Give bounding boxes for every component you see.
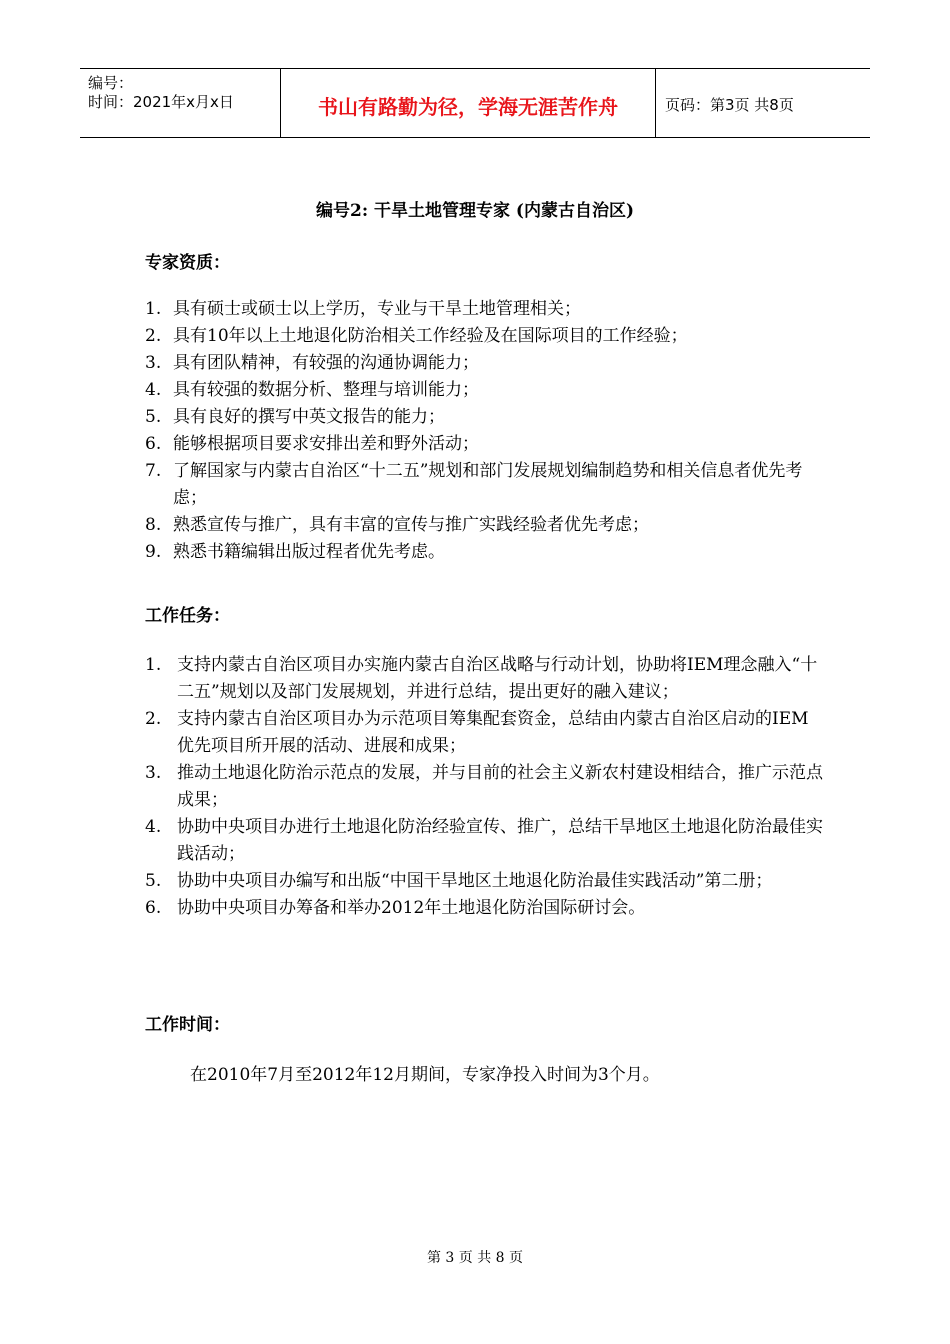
list-item-number: 2. (145, 709, 162, 729)
work-time-text: 在2010年7月至2012年12月期间，专家净投入时间为3个月。 (190, 1065, 660, 1085)
list-item-text: 协助中央项目办筹备和举办2012年土地退化防治国际研讨会。 (177, 898, 646, 918)
list-item-number: 2. (145, 326, 162, 346)
list-item-text: 具有10年以上土地退化防治相关工作经验及在国际项目的工作经验； (173, 326, 688, 346)
list-item (145, 539, 825, 566)
header-motto-cell (280, 69, 656, 137)
list-item-number: 6. (145, 434, 162, 454)
list-item-number: 1. (145, 655, 162, 675)
list-item (145, 868, 825, 895)
qualifications-list (145, 296, 825, 566)
header-time-label: 时间：2021年x月x日 (88, 93, 234, 111)
list-item-text: 具有硕士或硕士以上学历，专业与干旱土地管理相关； (173, 299, 581, 319)
list-item (145, 404, 825, 431)
header-page-cell (655, 69, 870, 137)
list-item (145, 377, 825, 404)
page-footer: 第 3 页 共 8 页 (426, 1250, 524, 1266)
list-item-text: 能够根据项目要求安排出差和野外活动； (173, 434, 479, 454)
list-item (145, 431, 825, 458)
header-info-cell (80, 69, 280, 137)
list-item (145, 512, 825, 539)
list-item (145, 760, 825, 814)
list-item-number: 9. (145, 542, 162, 562)
list-item-number: 4. (145, 817, 162, 837)
list-item-number: 3. (145, 763, 162, 783)
list-item-text: 熟悉书籍编辑出版过程者优先考虑。 (173, 542, 445, 562)
list-item-text: 协助中央项目办编写和出版“中国干旱地区土地退化防治最佳实践活动”第二册； (177, 871, 773, 891)
list-item-number: 1. (145, 299, 162, 319)
work-time-heading: 工作时间： (145, 1015, 230, 1035)
list-item-text: 具有良好的撰写中英文报告的能力； (173, 407, 445, 427)
qualifications-heading: 专家资质： (145, 253, 230, 273)
tasks-list (145, 652, 825, 922)
list-item-text: 推动土地退化防治示范点的发展，并与目前的社会主义新农村建设相结合，推广示范点成果； (177, 763, 823, 810)
header-code-label: 编号： (88, 74, 134, 92)
list-item-number: 5. (145, 871, 162, 891)
list-item (145, 706, 825, 760)
list-item (145, 652, 825, 706)
header-motto: 书山有路勤为径，学海无涯苦作舟 (318, 95, 618, 119)
list-item (145, 323, 825, 350)
list-item-text: 支持内蒙古自治区项目办为示范项目筹集配套资金，总结由内蒙古自治区启动的IEM优先项目所开展的活动、进展和成果； (177, 709, 809, 756)
document-title: 编号2: 干旱土地管理专家 (内蒙古自治区) (315, 201, 635, 221)
list-item (145, 296, 825, 323)
list-item (145, 814, 825, 868)
list-item (145, 895, 825, 922)
list-item-text: 支持内蒙古自治区项目办实施内蒙古自治区战略与行动计划，协助将IEM理念融入“十二五”规划以及部门发展规划，并进行总结，提出更好的融入建议； (177, 655, 818, 702)
tasks-heading: 工作任务： (145, 606, 230, 626)
list-item-number: 8. (145, 515, 162, 535)
list-item-number: 4. (145, 380, 162, 400)
list-item-number: 6. (145, 898, 162, 918)
page-header (80, 68, 870, 138)
list-item (145, 458, 825, 512)
list-item-text: 具有较强的数据分析、整理与培训能力； (173, 380, 479, 400)
list-item-text: 协助中央项目办进行土地退化防治经验宣传、推广，总结干旱地区土地退化防治最佳实践活动； (177, 817, 823, 864)
list-item-text: 熟悉宣传与推广，具有丰富的宣传与推广实践经验者优先考虑； (173, 515, 649, 535)
list-item (145, 350, 825, 377)
list-item-number: 3. (145, 353, 162, 373)
header-page-label: 页码：第3页 共8页 (665, 96, 794, 114)
list-item-number: 7. (145, 461, 162, 481)
list-item-number: 5. (145, 407, 162, 427)
list-item-text: 了解国家与内蒙古自治区“十二五”规划和部门发展规划编制趋势和相关信息者优先考虑； (173, 461, 803, 508)
list-item-text: 具有团队精神，有较强的沟通协调能力； (173, 353, 479, 373)
